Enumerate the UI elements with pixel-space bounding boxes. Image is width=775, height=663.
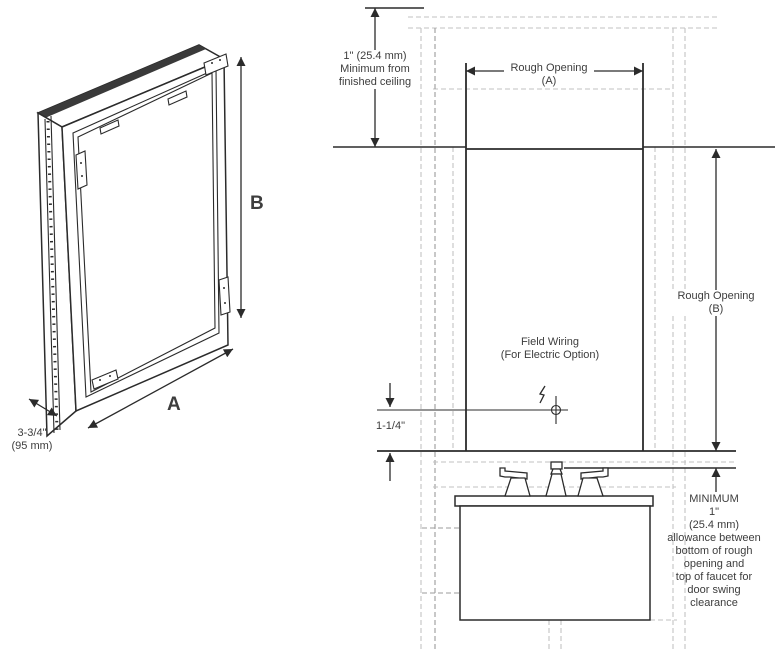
note-line: 3-3/4" — [17, 427, 47, 439]
note-line: (B) — [708, 303, 724, 315]
note-line: Field Wiring — [520, 336, 580, 348]
electrical-outlet-symbol — [377, 386, 568, 424]
note-line: door swing — [687, 584, 741, 596]
rough-opening-b-label — [666, 290, 766, 316]
faucet-right-handle-base — [578, 478, 603, 496]
ceiling-clearance-note — [331, 50, 419, 89]
note-line: opening and — [683, 558, 745, 570]
note-line: Rough Opening — [677, 290, 755, 302]
cabinet-depth-label — [0, 427, 64, 453]
note-line: 1" — [708, 506, 720, 518]
note-line: Minimum from — [340, 63, 410, 75]
note-line: allowance between — [667, 532, 761, 544]
note-line: (95 mm) — [11, 440, 53, 452]
note-line: clearance — [690, 597, 738, 609]
vanity-countertop — [455, 496, 653, 506]
rough-opening-a-label — [504, 62, 594, 88]
lightning-bolt-icon — [540, 386, 545, 403]
minimum-clearance-note — [653, 493, 775, 610]
vanity-cabinet — [460, 506, 650, 620]
field-wiring-label — [485, 336, 615, 362]
faucet-spout-neck — [551, 469, 562, 474]
one-quarter-dimension-label — [376, 420, 418, 433]
note-line: (For Electric Option) — [500, 349, 600, 361]
note-line: bottom of rough — [675, 545, 753, 557]
note-line: MINIMUM — [689, 493, 739, 505]
cabinet-left-bracket — [76, 151, 87, 189]
cabinet-side-bracket — [219, 277, 230, 315]
vanity-sink-drawing — [455, 462, 653, 620]
note-line: (A) — [541, 75, 557, 87]
faucet-spout-body — [546, 474, 566, 496]
note-line: Rough Opening — [510, 62, 588, 74]
note-line: (25.4 mm) — [688, 519, 740, 531]
faucet-spout-cap — [551, 462, 562, 469]
note-line: 1" (25.4 mm) — [343, 50, 407, 62]
cabinet-height-label: B — [250, 193, 264, 214]
cabinet-isometric-view — [38, 45, 230, 436]
cabinet-width-label: A — [167, 394, 181, 415]
note-line: top of faucet for — [675, 571, 753, 583]
note-line: 1-1/4" — [376, 420, 405, 432]
faucet-left-handle-base — [505, 478, 530, 496]
note-line: finished ceiling — [338, 76, 412, 88]
